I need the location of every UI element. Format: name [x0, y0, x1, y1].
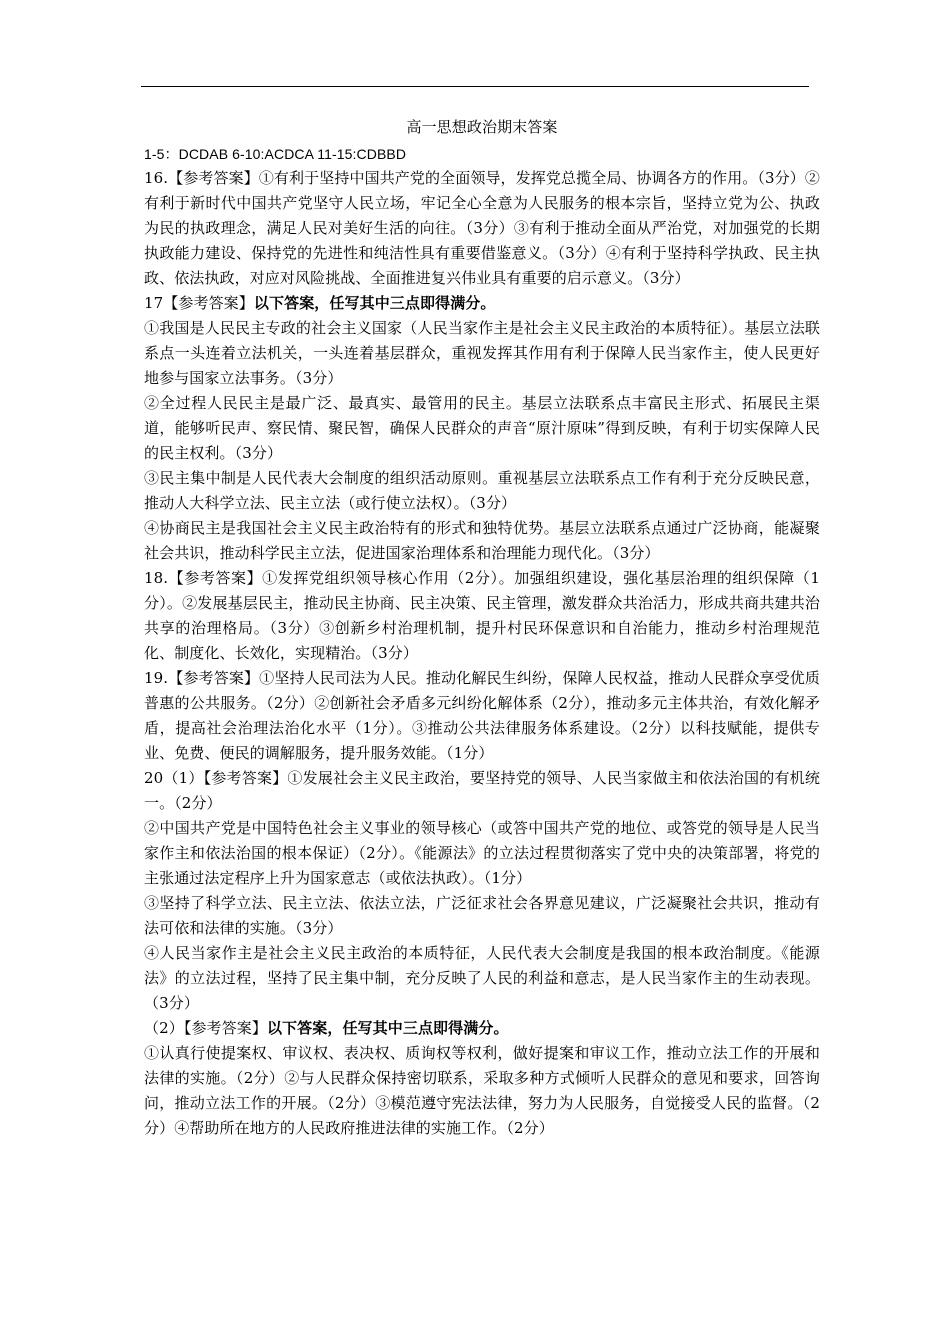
answer-20-1-point-2: ②中国共产党是中国特色社会主义事业的领导核心（或答中国共产党的地位、或答党的领导是人民当家作主和依法治国的根本保证）（2分）。《能源法》的立法过程贯彻落实了党中央的决策部署，将党的主张通过法定程序上升为国家意志（或依法执政）。（1分） [144, 819, 820, 887]
answer-17-point-3: ③民主集中制是人民代表大会制度的组织活动原则。重视基层立法联系点工作有利于充分反映民意，推动人大科学立法、民主立法（或行使立法权）。（3分） [144, 469, 820, 512]
answer-17-point-1: ①我国是人民民主专政的社会主义国家（人民当家作主是社会主义民主政治的本质特征）。基层立法联系点一头连着立法机关，一头连着基层群众，重视发挥其作用有利于保障人民当家作主，使人民更好地参与国家立法事务。（3分） [144, 319, 820, 387]
answer-17-instruction: 以下答案，任写其中三点即得满分。 [253, 294, 496, 312]
answer-17-point-4: ④协商民主是我国社会主义民主政治特有的形式和独特优势。基层立法联系点通过广泛协商，能凝聚社会共识，推动科学民主立法，促进国家治理体系和治理能力现代化。（3分） [144, 519, 820, 562]
document-title: 高一思想政治期末答案 [406, 118, 558, 136]
document-body [144, 114, 820, 1141]
answer-20-1-point-3: ③坚持了科学立法、民主立法、依法立法，广泛征求社会各界意见建议，广泛凝聚社会共识，推动有法可依和法律的实施。（3分） [144, 894, 820, 937]
answer-16: 16.【参考答案】①有利于坚持中国共产党的全面领导，发挥党总揽全局、协调各方的作用。（3分）②有利于新时代中国共产党坚守人民立场，牢记全心全意为人民服务的根本宗旨，坚持立党为公、执政为民的执政理念，满足人民对美好生活的向往。（3分）③有利于推动全面从严治党，对加强党的长期执政能力建设、保持党的先进性和纯洁性具有重要借鉴意义。（3分）④有利于坚持科学执政、民主执政、依法执政，对应对风险挑战、全面推进复兴伟业具有重要的启示意义。（3分） [144, 169, 820, 287]
answer-17-point-2: ②全过程人民民主是最广泛、最真实、最管用的民主。基层立法联系点丰富民主形式、拓展民主渠道，能够听民声、察民情、聚民智，确保人民群众的声音“原汁原味”得到反映，有利于切实保障人民的民主权利。（3分） [144, 394, 820, 462]
answer-18: 18.【参考答案】①发挥党组织领导核心作用（2分）。加强组织建设，强化基层治理的组织保障（1分）。②发展基层民主，推动民主协商、民主决策、民主管理，激发群众共治活力，形成共商共建共治共享的治理格局。（3分）③创新乡村治理机制，提升村民环保意识和自治能力，推动乡村治理规范化、制度化、长效化，实现精治。（3分） [144, 569, 820, 662]
answer-20-2-points: ①认真行使提案权、审议权、表决权、质询权等权利，做好提案和审议工作，推动立法工作的开展和法律的实施。（2分）②与人民群众保持密切联系，采取多种方式倾听人民群众的意见和要求，回答询问，推动立法工作的开展。（2分）③模范遵守宪法法律，努力为人民服务，自觉接受人民的监督。（2分）④帮助所在地方的人民政府推进法律的实施工作。（2分） [144, 1044, 820, 1137]
answer-17-heading [144, 291, 820, 316]
answer-20-2-heading [144, 1016, 820, 1041]
header-rule [141, 86, 809, 87]
answer-20-2-label: （2）【参考答案】 [144, 1019, 267, 1037]
answer-17-label: 17【参考答案】 [144, 294, 254, 312]
answer-20-1-point-4: ④人民当家作主是社会主义民主政治的本质特征，人民代表大会制度是我国的根本政治制度。《能源法》的立法过程，坚持了民主集中制，充分反映了人民的利益和意志，是人民当家作主的生动表现。（3分） [144, 944, 820, 1012]
answer-20-1-point-1: 20（1）【参考答案】①发展社会主义民主政治，要坚持党的领导、人民当家做主和依法治国的有机统一。（2分） [144, 769, 820, 812]
answer-19: 19.【参考答案】①坚持人民司法为人民。推动化解民生纠纷，保障人民权益，推动人民群众享受优质普惠的公共服务。（2分）②创新社会矛盾多元纠纷化解体系（2分），推动多元主体共治，有效化解矛盾，提高社会治理法治化水平（1分）。③推动公共法律服务体系建设。（2分）以科技赋能，提供专业、免费、便民的调解服务，提升服务效能。（1分） [144, 669, 820, 762]
multiple-choice-answers: 1-5：DCDAB 6-10:ACDCA 11-15:CDBBD [144, 146, 407, 162]
answer-20-2-instruction: 以下答案，任写其中三点即得满分。 [266, 1019, 509, 1037]
